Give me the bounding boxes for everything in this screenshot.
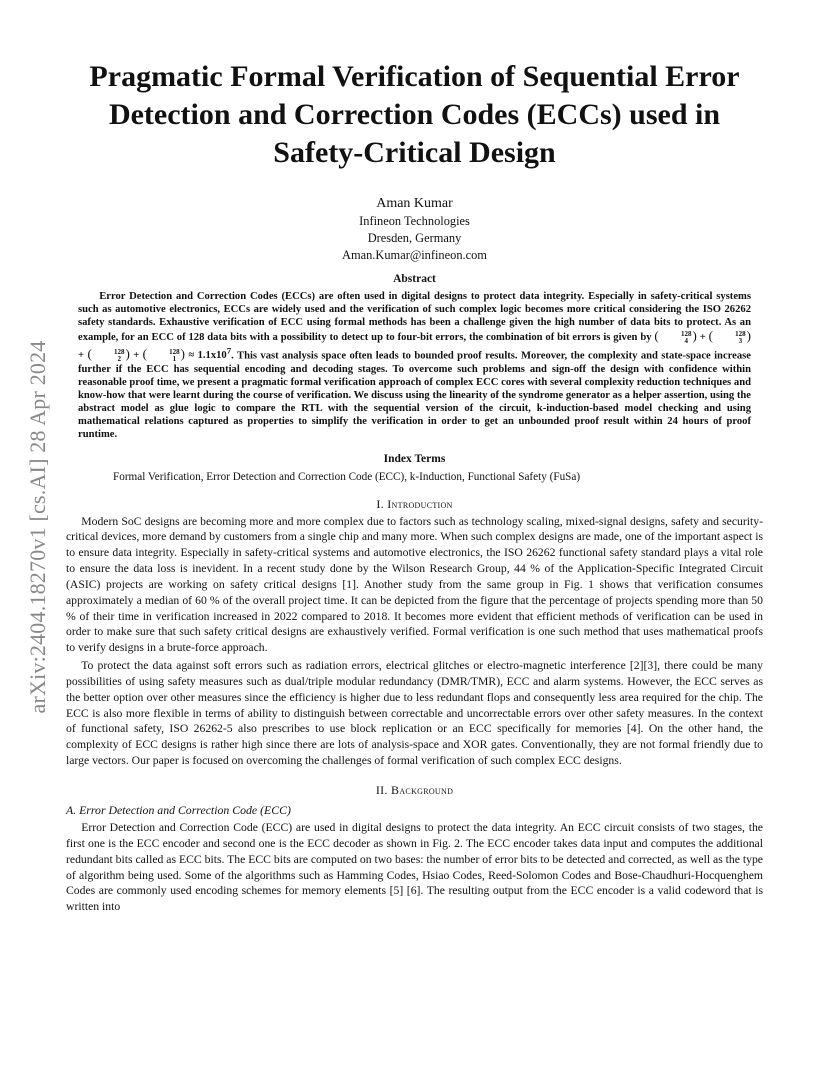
subsection-a-heading: A. Error Detection and Correction Code (ECC) [66,803,291,817]
section-1-heading [66,497,763,512]
intro-paragraph-1: Modern SoC designs are becoming more and more complex due to factors such as technology scaling, mixed-signal designs, safety and security-critical devices, more demand by customers from a single chip and many more. When such complex designs are made, one of the important aspect is to ensure data integrity. Especially in safety-critical systems and automotive electronics, the ISO 26262 functional safety standard plays a vital role to ensure the data loss is inevident. In a recent study done by the Wilson Research Group, 44 % of the Application-Specific Integrated Circuit (ASIC) projects are working on safety critical designs [1]. Another study from the same group in Fig. 1 shows that verification consumes approximately a median of 60 % of the overall project time. It can be depicted from the figure that the percentage of projects spending more than 50 % of their time in verification increased in 2022 compared to 2018. It becomes more evident that efficient methods of verification can be used in order to make sure that such safety critical designs are exhaustively verified. Formal verification is one such method that uses mathematical proofs to verify designs in a brute-force approach. [66,514,763,655]
binom-2: 128 3 [735,329,746,345]
author-email: Aman.Kumar@infineon.com [342,248,487,262]
paper-page [66,58,763,915]
background-paragraph-1: Error Detection and Correction Code (ECC) are used in digital designs to protect the data integrity. An ECC circuit consists of two stages, the first one is the ECC encoder and second one is the ECC decoder as shown in Fig. 2. The ECC encoder takes data input and computes the additional redundant bits called as ECC bits. The ECC bits are computed on two bases: the number of error bits to be detected and corrected, as well as the type of algorithm being used. Some of the algorithms such as Hamming Codes, Hsiao Codes, Reed-Solomon Codes and Bose-Chaudhuri-Hocquenghem Codes are commonly used encoding schemes for memory elements [5] [6]. The resulting output from the ECC encoder is a valid codeword that is written into [66,821,763,914]
abstract-part-1: Error Detection and Correction Codes (ECCs) are often used in digital designs to protect data integrity. Especially in safety-critical systems such as automotive electronics, ECCs are widely used and the verification of such complex logic becomes more critical considering the ISO 26262 safety standards. Exhaustive verification of ECC using formal methods has been a challenge given the high number of data bits to protect. As an example, for an ECC of 128 data bits with a possibility to detect up to four-bit errors, the combination of bit errors is given by [78,291,751,344]
arxiv-side-stamp: arXiv:2404.18270v1 [cs.AI] 28 Apr 2024 [25,340,50,714]
binomial-expression: ( 128 4 ) + ( 128 3 ) + ( 128 2 ) + ( 128 1 ) ≈ $1.1x10^7$ [78,328,752,363]
paper-title: Pragmatic Formal Verification of Sequential Error Detection and Correction Codes (ECCs) used in Safety-Critical Design [89,60,740,169]
abstract-part-2: . This vast analysis space often leads to bounded proof results. Moreover, the complexity and state-space increase further if the ECC has sequential encoding and decoding stages. To overcome such problems and sign-off the design with confidence within reasonable proof time, we present a pragmatic formal verification approach of complex ECC cores with several complexity reduction techniques and know-how that were learnt during the course of verification. We discuss using the linearity of the syndrome generator as a helper assertion, using the abstract model as glue logic to compare the RTL with the sequential version of the circuit, k-induction-based model checking and using mathematical relations captured as properties to simplify the verification in order to get an unbounded proof result within 24 hours of proof runtime. [78,350,751,441]
abstract-heading: Abstract [393,273,436,285]
section-1-number: I. [376,496,384,511]
author-affiliation: Infineon Technologies [359,214,470,228]
section-2-number: II. [375,783,388,797]
author-location: Dresden, Germany [367,231,462,245]
section-1-title: Introduction [387,496,453,511]
approx-value: ≈ 1.1x10 [188,350,227,362]
binom-4: 128 1 [169,347,180,363]
section-2-title: Background [391,783,454,797]
abstract-text [78,290,751,442]
binom-3: 128 2 [113,347,125,363]
author-name: Aman Kumar [376,196,453,211]
index-terms-heading: Index Terms [383,452,446,465]
binom-1: 128 4 [680,329,692,345]
section-2-heading [66,783,763,798]
approx-exponent: 7 [226,345,232,356]
intro-paragraph-2: To protect the data against soft errors such as radiation errors, electrical glitches or electro-magnetic interference [2][3], there could be many possibilities of using safety measures such as dual/triple modular redundancy (DMR/TMR), ECC and alarm systems. However, the ECC serves as the better option over other measures since the efficiency is higher due to less redundant flops and consequently less area required for the chip. The ECC is also more flexible in terms of ability to distinguish between correctable and uncorrectable errors over other safety measures. In the context of functional safety, ISO 26262-5 also prescribes to use block replication or an ECC specifically for memories [4]. On the other hand, the complexity of ECC designs is rather high since there are lots of analysis-space and XOR gates. Conventionally, they are not formal friendly due to large vectors. Our paper is focused on overcoming the challenges of formal verification of such complex ECC designs. [66,659,763,768]
author-block [66,194,763,264]
index-terms-text: Formal Verification, Error Detection and Correction Code (ECC), k-Induction, Functional Safety (FuSa) [113,470,581,483]
